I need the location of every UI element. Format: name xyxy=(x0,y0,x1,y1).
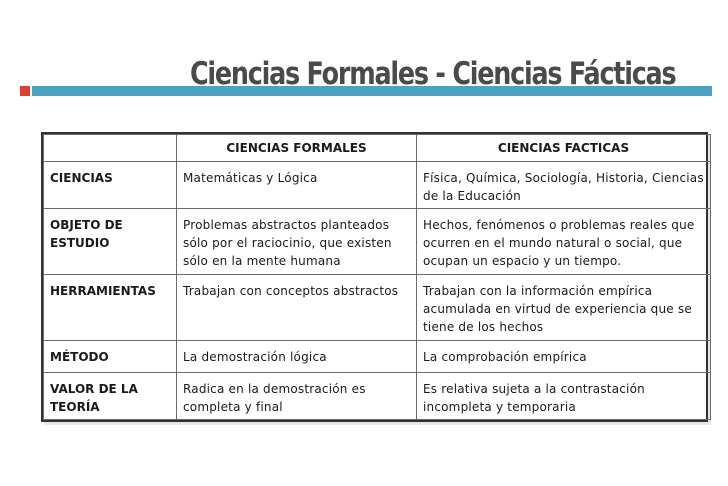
table-header-row xyxy=(44,135,711,162)
cell-formales: Matemáticas y Lógica xyxy=(177,162,417,209)
cell-facticas: Hechos, fenómenos o problemas reales que ocurren en el mundo natural o social, que ocupan un espacio y un tiempo. xyxy=(417,208,711,274)
comparison-table xyxy=(41,132,708,422)
slide-title: Ciencias Formales - Ciencias Fácticas xyxy=(190,56,676,92)
cell-formales: Problemas abstractos planteados sólo por el raciocinio, que existen sólo en la mente humana xyxy=(177,208,417,274)
cell-facticas: Es relativa sujeta a la contrastación incompleta y temporaria xyxy=(417,373,711,420)
table-row xyxy=(44,373,711,420)
table-row xyxy=(44,208,711,274)
cell-facticas: Física, Química, Sociología, Historia, Ciencias de la Educación xyxy=(417,162,711,209)
header-cell-empty xyxy=(44,135,177,162)
accent-square xyxy=(20,86,30,96)
table-row xyxy=(44,341,711,373)
row-label-herramientas: HERRAMIENTAS xyxy=(44,275,177,341)
cell-facticas: Trabajan con la información empírica acumulada en virtud de experiencia que se tiene de los hechos xyxy=(417,275,711,341)
cell-formales: La demostración lógica xyxy=(177,341,417,373)
row-label-metodo: MÉTODO xyxy=(44,341,177,373)
comparison-table-grid xyxy=(43,134,711,420)
table-row xyxy=(44,275,711,341)
header-cell-ciencias-formales: CIENCIAS FORMALES xyxy=(177,135,417,162)
cell-formales: Radica en la demostración es completa y final xyxy=(177,373,417,420)
table-row xyxy=(44,162,711,209)
row-label-objeto-de-estudio: OBJETO DE ESTUDIO xyxy=(44,208,177,274)
cell-formales: Trabajan con conceptos abstractos xyxy=(177,275,417,341)
row-label-ciencias: CIENCIAS xyxy=(44,162,177,209)
header-cell-ciencias-facticas: CIENCIAS FACTICAS xyxy=(417,135,711,162)
cell-facticas: La comprobación empírica xyxy=(417,341,711,373)
row-label-valor-de-la-teoria: VALOR DE LA TEORÍA xyxy=(44,373,177,420)
